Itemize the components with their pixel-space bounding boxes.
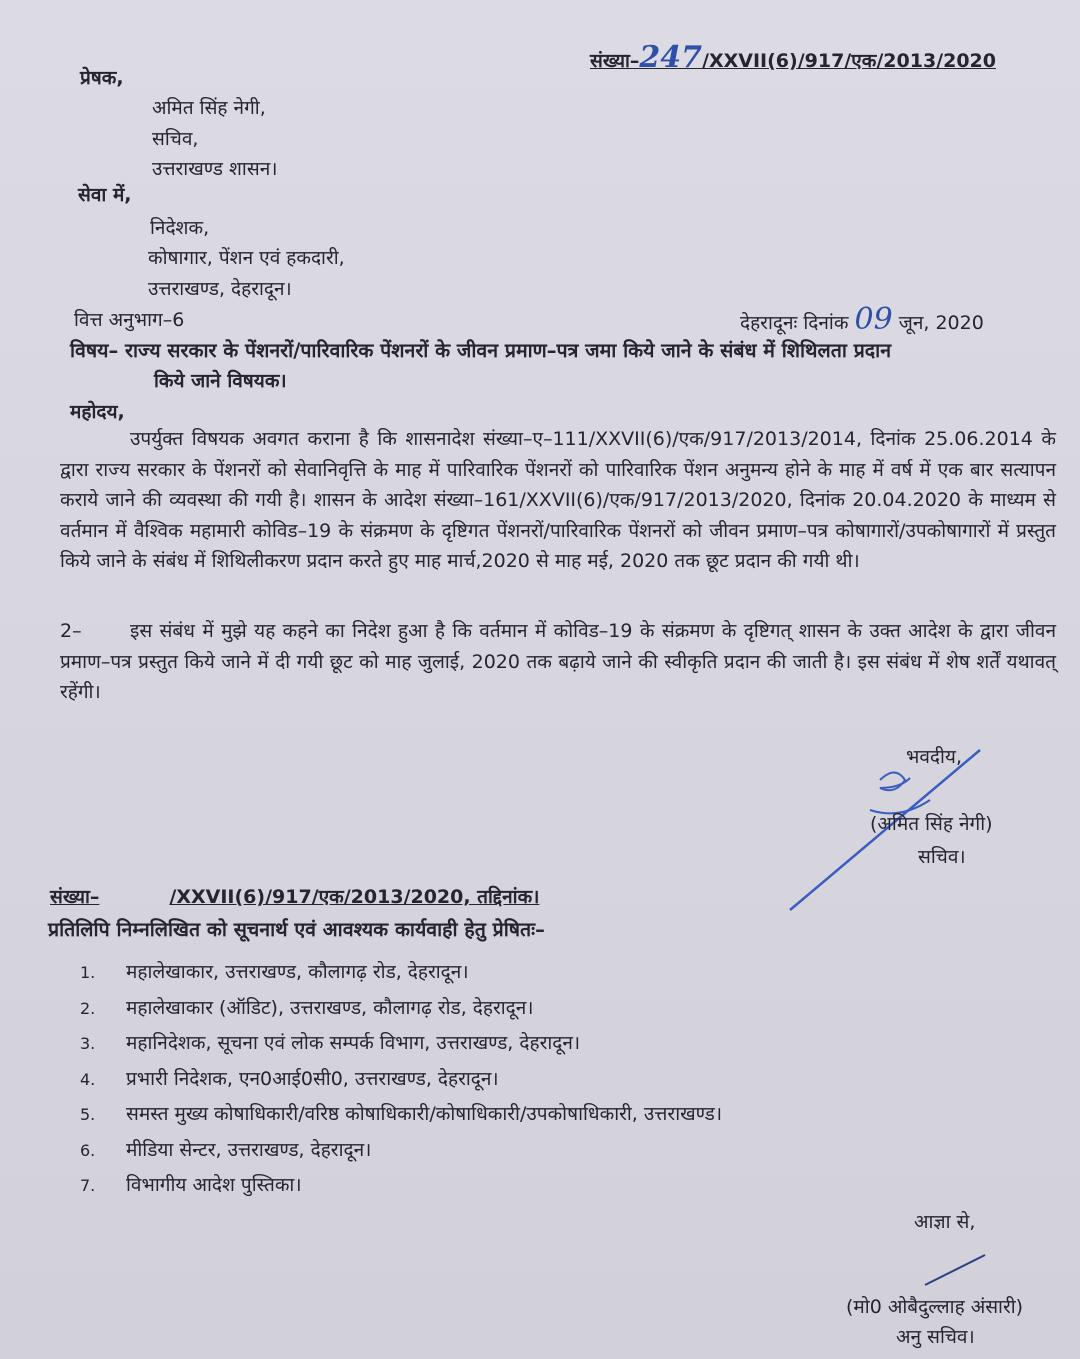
under-secretary-name: (मो0 ओबैदुल्लाह अंसारी) [846, 1296, 1024, 1318]
paragraph-1 [60, 424, 1056, 577]
copy-ref-label: संख्या– [50, 886, 100, 908]
paragraph-2-text: इस संबंध में मुझे यह कहने का निदेश हुआ है कि वर्तमान में कोविड–19 के संक्रमण के दृष्टिगत् शासन के उक्त आदेश के द्वारा जीवन प्रमाण–पत्र प्रस्तुत किये जाने में दी गयी छूट को माह जुलाई, 2020 तक बढ़ाये जाने की स्वीकृति प्रदान की जाती है। इस संबंध में शेष शर्तें यथावत् रहेंगी। [60, 620, 1056, 703]
recipient-department: कोषागार, पेंशन एवं हकदारी, [148, 247, 345, 269]
list-item: 4. प्रभारी निदेशक, एन0आई0सी0, उत्तराखण्ड, देहरादून। [80, 1067, 499, 1090]
sender-office: उत्तराखण्ड शासन। [152, 158, 278, 180]
subject-line2: किये जाने विषयक। [154, 370, 287, 392]
date [740, 302, 984, 337]
copy-reference [50, 885, 539, 909]
list-item: 3. महानिदेशक, सूचना एवं लोक सम्पर्क विभाग, उत्तराखण्ड, देहरादून। [80, 1032, 581, 1054]
date-day: 09 [854, 302, 893, 337]
subject [70, 339, 891, 363]
reference-number [590, 40, 996, 75]
copy-ref-suffix: /XXVII(6)/917/एक/2013/2020, तद्दिनांक। [169, 886, 540, 908]
paragraph-1-text: उपर्युक्त विषयक अवगत कराना है कि शासनादेश संख्या–ए–111/XXVII(6)/एक/917/2013/2014, दिनांक 25.06.2014 के द्वारा राज्य सरकार के पेंशनरों को सेवानिवृत्ति के माह में पारिवारिक पेंशनरों को पारिवारिक पेंशन अनुमन्य होने के माह में वर्ष में एक बार सत्यापन कराये जाने की व्यवस्था की गयी है। शासन के आदेश संख्या–161/XXVII(6)/एक/917/2013/2020, दिनांक 20.04.2020 के माध्यम से वर्तमान में वैश्विक महामारी कोविड–19 के संक्रमण के दृष्टिगत पेंशनरों/पारिवारिक पेंशनरों को जीवन प्रमाण–पत्र कोषागारों/उपकोषागारों में प्रस्तुत किये जाने के संबंध में शिथिलीकरण प्रदान करते हुए माह मार्च,2020 से माह मई, 2020 तक छूट प्रदान की गयी थी। [60, 428, 1056, 572]
salutation: महोदय, [70, 401, 125, 423]
order-closing: आज्ञा से, [914, 1211, 976, 1233]
sender-name: अमित सिंह नेगी, [152, 97, 266, 119]
sender-label: प्रेषक, [80, 67, 124, 89]
subject-line1: राज्य सरकार के पेंशनरों/पारिवारिक पेंशनरों के जीवन प्रमाण–पत्र जमा किये जाने के संबंध में शिथिलता प्रदान [125, 339, 892, 362]
valediction: भवदीय, [906, 746, 962, 768]
reference-suffix: /XXVII(6)/917/एक/2013/2020 [702, 50, 996, 72]
signatory-name: (अमित सिंह नेगी) [870, 813, 993, 835]
list-item: 6. मीडिया सेन्टर, उत्तराखण्ड, देहरादून। [80, 1138, 372, 1161]
recipient-place: उत्तराखण्ड, देहरादून। [148, 278, 292, 300]
recipient-designation: निदेशक, [150, 217, 210, 239]
handwritten-number: 247 [639, 40, 703, 75]
signatory-designation: सचिव। [918, 846, 966, 868]
list-item: 5. समस्त मुख्य कोषाधिकारी/वरिष्ठ कोषाधिकारी/कोषाधिकारी/उपकोषाधिकारी, उत्तराखण्ड। [80, 1103, 723, 1125]
subject-label: विषय– [70, 339, 119, 362]
date-suffix: जून, 2020 [898, 312, 984, 334]
initials-icon [920, 1250, 990, 1290]
list-item: 2. महालेखाकार (ऑडिट), उत्तराखण्ड, कौलागढ़ रोड, देहरादून। [80, 996, 534, 1019]
paragraph-2 [60, 616, 1056, 708]
reference-label: संख्या– [590, 50, 640, 72]
section-label: वित्त अनुभाग–6 [74, 309, 185, 331]
paragraph-2-number: 2– [60, 620, 82, 642]
recipient-label: सेवा में, [78, 184, 132, 206]
copy-heading: प्रतिलिपि निम्नलिखित को सूचनार्थ एवं आवश्यक कार्यवाही हेतु प्रेषितः– [48, 918, 545, 941]
sender-designation: सचिव, [152, 128, 199, 150]
copy-list [80, 955, 722, 1204]
list-item: 1. महालेखाकार, उत्तराखण्ड, कौलागढ़ रोड, देहरादून। [80, 961, 469, 983]
under-secretary-designation: अनु सचिव। [896, 1326, 975, 1348]
date-prefix: देहरादूनः दिनांक [740, 312, 849, 334]
list-item: 7. विभागीय आदेश पुस्तिका। [80, 1174, 302, 1196]
